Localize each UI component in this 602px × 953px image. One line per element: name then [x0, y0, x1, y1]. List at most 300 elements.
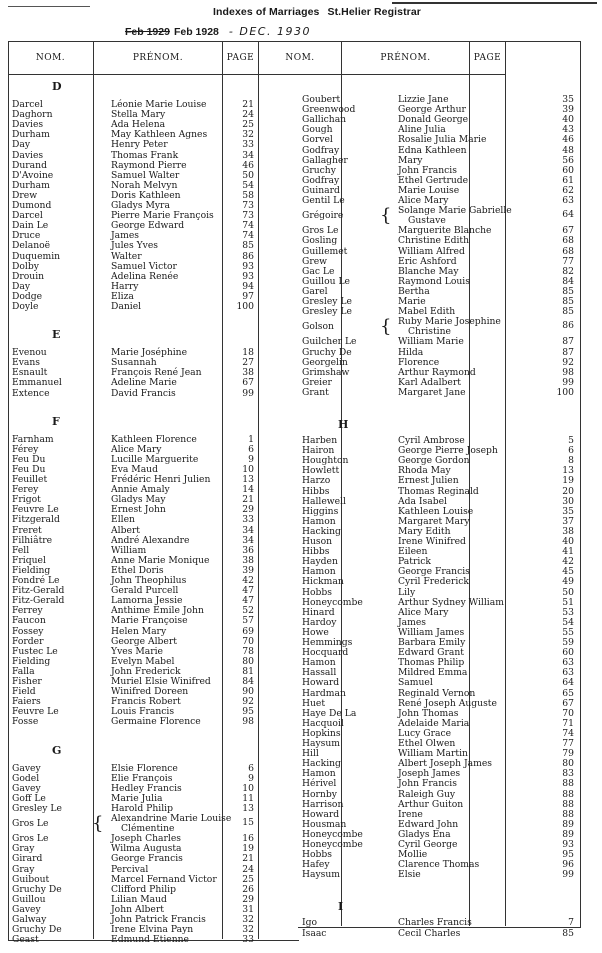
entry-nom: Guinard: [302, 184, 340, 196]
section-letter-i: I: [338, 900, 344, 914]
entry-page: 33: [242, 934, 254, 946]
header-prenom-left: PRÉNOM.: [94, 41, 222, 75]
entry-prenom: Edmund Etienne: [111, 934, 189, 946]
entry-page: 85: [562, 927, 574, 939]
entry-prenom: Mary: [398, 154, 423, 166]
entry-nom: Hamon: [302, 768, 336, 780]
entry-nom: Farnham: [12, 433, 54, 445]
entry-prenom: Daniel: [111, 301, 142, 312]
entry-nom: Godfray: [302, 174, 340, 186]
entry-page: 40: [562, 114, 574, 126]
entry-prenom: Marie Louise: [398, 184, 460, 196]
entry-prenom: Marie Julia: [111, 792, 163, 804]
entry-page: 6: [248, 762, 254, 774]
entry-prenom: Hilda: [398, 346, 424, 358]
entry-page: 53: [562, 606, 574, 618]
entry-nom: Hocquard: [302, 647, 349, 659]
entry-nom: Galway: [12, 914, 47, 925]
entry-nom: Feuvre Le: [12, 706, 59, 718]
entry-nom: Girard: [12, 853, 43, 865]
entry-prenom: Eliza: [111, 290, 134, 302]
entry-nom: Gresley Le: [302, 306, 352, 318]
entry-nom: Hacking: [302, 758, 341, 770]
entry-nom: Esnault: [12, 367, 48, 379]
entry-page: 65: [562, 687, 574, 699]
entry-page: 74: [242, 230, 254, 242]
entry-page: 73: [242, 210, 254, 222]
entry-prenom: Albert: [111, 524, 140, 536]
entry-page: 29: [242, 504, 254, 516]
entry-prenom: George Francis: [398, 566, 470, 578]
entry-prenom: John Albert: [111, 903, 164, 915]
entry-prenom: Harry: [111, 280, 139, 292]
entry-nom: Hayden: [302, 556, 338, 568]
entry-prenom: Eileen: [398, 546, 428, 558]
entry-nom: Harzo: [302, 475, 331, 487]
entry-nom: Geast: [12, 934, 39, 946]
entry-nom: Guillemet: [302, 245, 348, 257]
entry-prenom: Thomas Frank: [111, 149, 179, 161]
entry-page: 93: [242, 270, 254, 282]
entry-page: 50: [562, 586, 574, 598]
entry-page: 85: [562, 285, 574, 297]
entry-prenom: Gladys Myra: [111, 200, 170, 211]
entry-prenom: John Thomas: [398, 707, 459, 719]
entry-nom: Day: [12, 139, 31, 151]
entry-prenom: Blanche May: [398, 265, 459, 277]
entry-page: 59: [562, 637, 574, 648]
entry-prenom: Annie Amaly: [111, 484, 170, 496]
entry-nom: Gorvel: [302, 134, 333, 146]
entry-nom: Godel: [12, 772, 40, 784]
entry-page: 24: [242, 863, 254, 875]
entry-prenom: Evelyn Mabel: [111, 655, 175, 667]
entry-prenom: Charles Francis: [398, 917, 472, 929]
entry-prenom: Margaret Jane: [398, 386, 466, 398]
entry-page: 32: [242, 914, 254, 925]
entry-prenom: Cyril Frederick: [398, 576, 469, 588]
entry-prenom: William Martin: [398, 748, 468, 760]
entry-prenom: Barbara Emily: [398, 637, 466, 648]
header-nom-right: NOM.: [259, 41, 341, 75]
entry-prenom: Kathleen Louise: [398, 505, 474, 517]
entry-nom: Gresley Le: [302, 296, 352, 307]
entry-prenom: Joseph James: [398, 768, 461, 780]
header-page-left: PAGE: [223, 41, 258, 75]
entry-prenom: David Francis: [111, 387, 176, 399]
entry-nom: Igo: [302, 917, 318, 929]
entry-nom: Georgelin: [302, 356, 348, 368]
entry-nom: Hobbs: [302, 849, 333, 861]
entry-nom: Goubert: [302, 94, 341, 105]
entry-nom: Feuillet: [12, 474, 48, 485]
page-title: [0, 6, 602, 18]
entry-nom: Grew: [302, 255, 328, 267]
entry-nom: Gavey: [12, 762, 41, 774]
entry-nom: Darcel: [12, 99, 43, 110]
entry-nom: Hamon: [302, 657, 336, 669]
entry-prenom: John Frederick: [111, 665, 181, 677]
entry-nom: Hassall: [302, 667, 337, 679]
entry-prenom: Helen Mary: [111, 625, 167, 637]
entry-nom: Howlett: [302, 465, 340, 477]
entry-nom: Hérivel: [302, 778, 337, 790]
entry-nom: Honeycombe: [302, 596, 363, 608]
entry-page: 98: [242, 716, 254, 728]
entry-nom: Dain Le: [12, 220, 49, 232]
entry-prenom: Alice Mary: [398, 606, 449, 618]
entry-page: 85: [242, 240, 254, 252]
entry-page: 62: [562, 184, 574, 196]
entry-page: 38: [242, 554, 254, 566]
entry-prenom: Samuel Victor: [111, 260, 177, 272]
entry-page: 15: [242, 817, 254, 828]
entry-page: 35: [562, 94, 574, 105]
entry-prenom: Aline Julia: [398, 124, 446, 136]
entry-page: 41: [562, 546, 574, 558]
entry-page: 63: [562, 657, 574, 669]
entry-page: 94: [242, 280, 254, 292]
entry-page: 88: [562, 778, 574, 790]
entry-nom: Hornby: [302, 788, 337, 800]
entry-nom: Honeycombe: [302, 828, 363, 840]
entry-prenom: Eva Maud: [111, 463, 158, 475]
entry-nom: Fitzgerald: [12, 514, 60, 526]
entry-prenom: Ada Helena: [111, 119, 166, 131]
entry-page: 73: [242, 200, 254, 211]
entry-nom: Dodge: [12, 290, 43, 302]
entry-nom: Gallagher: [302, 154, 348, 166]
entry-prenom: Hedley Francis: [111, 782, 182, 794]
entry-prenom: Percival: [111, 863, 149, 875]
entry-page: 87: [562, 346, 574, 358]
entry-prenom: Mabel Edith: [398, 306, 456, 318]
entry-prenom: Louis Francis: [111, 706, 175, 718]
entry-page: 37: [562, 515, 574, 527]
entry-nom: Doyle: [12, 301, 39, 312]
entry-nom: Hemmings: [302, 637, 353, 648]
entry-page: 99: [242, 387, 254, 399]
entry-prenom: Harold Philip: [111, 802, 173, 814]
entry-prenom: Marie Joséphine: [111, 347, 188, 359]
entry-nom: Druce: [12, 230, 41, 242]
entry-page: 61: [562, 174, 574, 186]
entry-prenom: Gladys May: [111, 494, 166, 506]
entry-nom: Feu Du: [12, 453, 46, 465]
entry-nom: Hamon: [302, 515, 336, 527]
entry-page: 54: [242, 179, 254, 191]
entry-prenom: Elsie: [398, 869, 421, 881]
entry-prenom: Lizzie Jane: [398, 94, 449, 105]
entry-nom: Forder: [12, 635, 44, 647]
section-letter-e: E: [52, 328, 61, 342]
entry-page: 34: [242, 524, 254, 536]
entry-prenom: Susannah: [111, 357, 157, 369]
entry-nom: Hickman: [302, 576, 344, 588]
entry-nom: Delanoë: [12, 240, 51, 252]
entry-nom: Haysum: [302, 738, 341, 749]
entry-prenom: Marguerite Blanche: [398, 225, 492, 237]
entry-page: 13: [242, 802, 254, 814]
entry-page: 47: [242, 595, 254, 607]
entry-nom: Fosse: [12, 716, 39, 728]
entry-page: 42: [242, 575, 254, 586]
entry-nom: Ferey: [12, 484, 39, 496]
entry-prenom: Joseph Charles: [111, 833, 181, 845]
entry-page: 86: [242, 250, 254, 262]
entry-page: 51: [562, 596, 574, 608]
entry-nom: Feu Du: [12, 463, 46, 475]
entry-page: 70: [562, 707, 574, 719]
entry-nom: Guibout: [12, 873, 50, 885]
section-letter-f: F: [52, 414, 60, 428]
entry-page: 13: [242, 474, 254, 485]
entry-prenom: Edna Kathleen: [398, 144, 467, 156]
divider: [469, 41, 470, 926]
entry-nom: Fondré Le: [12, 575, 60, 586]
entry-page: 6: [248, 443, 254, 455]
entry-nom: Fisher: [12, 676, 42, 687]
entry-prenom: Raymond Louis: [398, 275, 470, 287]
entry-page: 67: [242, 377, 254, 389]
entry-nom: Harrison: [302, 798, 344, 810]
entry-nom: Huson: [302, 536, 333, 547]
entry-page: 45: [562, 566, 574, 578]
entry-page: 96: [562, 859, 574, 871]
entry-prenom: Albert Joseph James: [398, 758, 493, 770]
entry-nom: Durham: [12, 129, 50, 141]
entry-nom: Howard: [302, 677, 340, 689]
entry-nom: Hardman: [302, 687, 346, 699]
entry-nom: Huet: [302, 697, 326, 709]
entry-nom: Gentil Le: [302, 195, 345, 206]
entry-nom: Haysum: [302, 869, 341, 881]
entry-nom: Honeycombe: [302, 839, 363, 850]
entry-prenom: James: [111, 230, 140, 242]
entry-page: 87: [562, 336, 574, 348]
entry-prenom: Solange Marie Gabrielle: [398, 205, 512, 217]
entry-page: 85: [562, 296, 574, 307]
entry-nom: Frigot: [12, 494, 41, 506]
entry-nom: Faiers: [12, 696, 41, 708]
entry-nom: Davies: [12, 119, 44, 131]
entry-page: 52: [242, 605, 254, 617]
entry-prenom: Irene: [398, 808, 423, 820]
entry-nom: Hacquoil: [302, 717, 344, 729]
entry-page: 33: [242, 139, 254, 151]
entry-nom: Golson: [302, 321, 334, 333]
entry-page: 70: [242, 635, 254, 647]
entry-prenom: Mary Edith: [398, 525, 451, 537]
entry-prenom: John Patrick Francis: [111, 914, 206, 925]
entry-prenom: René Joseph Auguste: [398, 697, 497, 709]
entry-prenom: Cyril George: [398, 839, 458, 850]
entry-page: 40: [562, 536, 574, 547]
entry-prenom: Samuel Walter: [111, 169, 180, 181]
entry-page: 21: [242, 494, 254, 506]
entry-nom: Freret: [12, 524, 42, 536]
entry-page: 10: [242, 463, 254, 475]
entry-nom: Drouin: [12, 270, 45, 282]
entry-nom: Houghton: [302, 455, 349, 467]
entry-page: 67: [562, 697, 574, 709]
entry-page: 93: [562, 839, 574, 850]
date-range: [125, 25, 311, 38]
entry-page: 10: [242, 782, 254, 794]
entry-prenom: Irene Winifred: [398, 536, 466, 547]
section-letter-g: G: [52, 743, 62, 757]
entry-page: 9: [248, 453, 254, 465]
entry-prenom: Bertha: [398, 285, 430, 297]
entry-nom: Darcel: [12, 210, 43, 222]
entry-prenom: Ethel Gertrude: [398, 174, 469, 186]
entry-prenom: Lily: [398, 586, 416, 598]
entry-prenom: Mollie: [398, 849, 428, 861]
entry-prenom: Arthur Guiton: [398, 798, 464, 810]
entry-nom: Duquemin: [12, 250, 61, 262]
entry-nom: Férey: [12, 443, 39, 455]
entry-prenom: Frédéric Henri Julien: [111, 474, 211, 485]
entry-page: 92: [242, 696, 254, 708]
entry-nom: Hobbs: [302, 586, 333, 598]
entry-page: 19: [242, 843, 254, 855]
entry-prenom: Edward Grant: [398, 647, 464, 659]
entry-prenom: Margaret Mary: [398, 515, 470, 527]
entry-prenom: Elie François: [111, 772, 173, 784]
entry-nom: Field: [12, 686, 36, 698]
entry-prenom: Ethel Olwen: [398, 738, 456, 749]
entry-page: 30: [562, 495, 574, 507]
entry-prenom: Ruby Marie Josephine: [398, 316, 501, 328]
entry-prenom-cont: Gustave: [408, 215, 446, 227]
entry-nom: Daghorn: [12, 109, 53, 121]
entry-nom: Guillou: [12, 893, 46, 905]
entry-nom: Ferrey: [12, 605, 43, 617]
entry-prenom: Marie Françoise: [111, 615, 188, 627]
entry-nom: Dolby: [12, 260, 39, 272]
entry-prenom: Ernest John: [111, 504, 166, 516]
entry-nom: Hairon: [302, 445, 335, 457]
entry-nom: Gavey: [12, 903, 41, 915]
entry-page: 63: [562, 195, 574, 206]
entry-nom: Gros Le: [12, 818, 49, 829]
entry-nom: Gruchy: [302, 164, 336, 176]
entry-nom: Greenwood: [302, 104, 356, 116]
entry-page: 18: [242, 347, 254, 359]
entry-prenom: Ada Isabel: [398, 495, 447, 507]
section-letter-d: D: [52, 80, 62, 93]
entry-nom: Grant: [302, 386, 329, 398]
entry-page: 98: [562, 366, 574, 378]
entry-nom: Hamon: [302, 566, 336, 578]
entry-page: 54: [562, 616, 574, 628]
date-from: Feb 1928: [173, 26, 219, 38]
entry-nom: Fustec Le: [12, 645, 58, 657]
entry-nom: Friquel: [12, 554, 46, 566]
entry-nom: Hill: [302, 748, 319, 760]
entry-nom: Filhiâtre: [12, 534, 53, 546]
brace-mark: {: [380, 205, 392, 227]
entry-prenom: Donald George: [398, 114, 469, 126]
entry-nom: Dumond: [12, 200, 52, 211]
entry-nom: Feuvre Le: [12, 504, 59, 516]
entry-nom: Guilcher Le: [302, 336, 357, 348]
entry-prenom: Elsie Florence: [111, 762, 178, 774]
entry-prenom: George Pierre Joseph: [398, 445, 498, 457]
entry-page: 26: [242, 883, 254, 895]
divider: [505, 41, 506, 926]
entry-page: 34: [242, 149, 254, 161]
entry-page: 43: [562, 124, 574, 136]
entry-nom: Extence: [12, 387, 50, 399]
entry-nom: Fielding: [12, 655, 51, 667]
entry-nom: Hibbs: [302, 485, 330, 497]
entry-page: 84: [242, 676, 254, 687]
entry-prenom: Germaine Florence: [111, 716, 201, 728]
entry-prenom: Norah Melvyn: [111, 179, 178, 191]
entry-page: 25: [242, 119, 254, 131]
divider: [258, 41, 259, 939]
entry-prenom: Raleigh Guy: [398, 788, 456, 800]
entry-nom: Garel: [302, 285, 328, 297]
entry-page: 31: [242, 903, 254, 915]
entry-nom: Gruchy De: [302, 346, 352, 358]
entry-prenom: Adelina Renée: [111, 270, 179, 282]
entry-nom: Guillou Le: [302, 275, 350, 287]
entry-page: 84: [562, 275, 574, 287]
entry-nom: Hopkins: [302, 727, 341, 739]
entry-page: 89: [562, 828, 574, 840]
entry-page: 88: [562, 798, 574, 810]
entry-prenom: Gladys Ena: [398, 828, 451, 840]
entry-nom: Gresley Le: [12, 802, 62, 814]
entry-page: 90: [242, 686, 254, 698]
entry-page: 57: [242, 615, 254, 627]
entry-prenom: Marie: [398, 296, 426, 307]
entry-prenom: Lucy Grace: [398, 727, 452, 739]
entry-prenom: John Francis: [398, 164, 457, 176]
entry-page: 56: [562, 154, 574, 166]
entry-prenom: Ernest Julien: [398, 475, 459, 487]
entry-nom: Hacking: [302, 525, 341, 537]
entry-prenom: Wilma Augusta: [111, 843, 182, 855]
entry-page: 69: [242, 625, 254, 637]
entry-nom: Durham: [12, 179, 50, 191]
entry-prenom: May Kathleen Agnes: [111, 129, 208, 141]
entry-prenom: Clifford Philip: [111, 883, 176, 895]
entry-prenom: Patrick: [398, 556, 431, 568]
entry-prenom: Arthur Sydney William: [398, 596, 504, 608]
entry-prenom: Walter: [111, 250, 142, 262]
entry-page: 11: [242, 792, 254, 804]
entry-prenom: Adeline Marie: [111, 377, 177, 389]
entry-nom: Higgins: [302, 505, 339, 517]
entry-nom: Hardoy: [302, 616, 337, 628]
entry-nom: Hibbs: [302, 546, 330, 558]
entry-prenom: George Edward: [111, 220, 185, 232]
entry-prenom: Rhoda May: [398, 465, 451, 477]
entry-prenom: Arthur Raymond: [398, 366, 476, 378]
entry-prenom: Adelaide Maria: [398, 717, 470, 729]
entry-page: 38: [562, 525, 574, 537]
entry-prenom: George Francis: [111, 853, 183, 865]
entry-page: 21: [242, 99, 254, 110]
entry-page: 89: [562, 818, 574, 830]
entry-nom: Emmanuel: [12, 377, 62, 389]
header-prenom-right: PRÉNOM.: [342, 41, 469, 75]
entry-prenom: Raymond Pierre: [111, 159, 187, 171]
entry-prenom: Doris Kathleen: [111, 189, 181, 201]
